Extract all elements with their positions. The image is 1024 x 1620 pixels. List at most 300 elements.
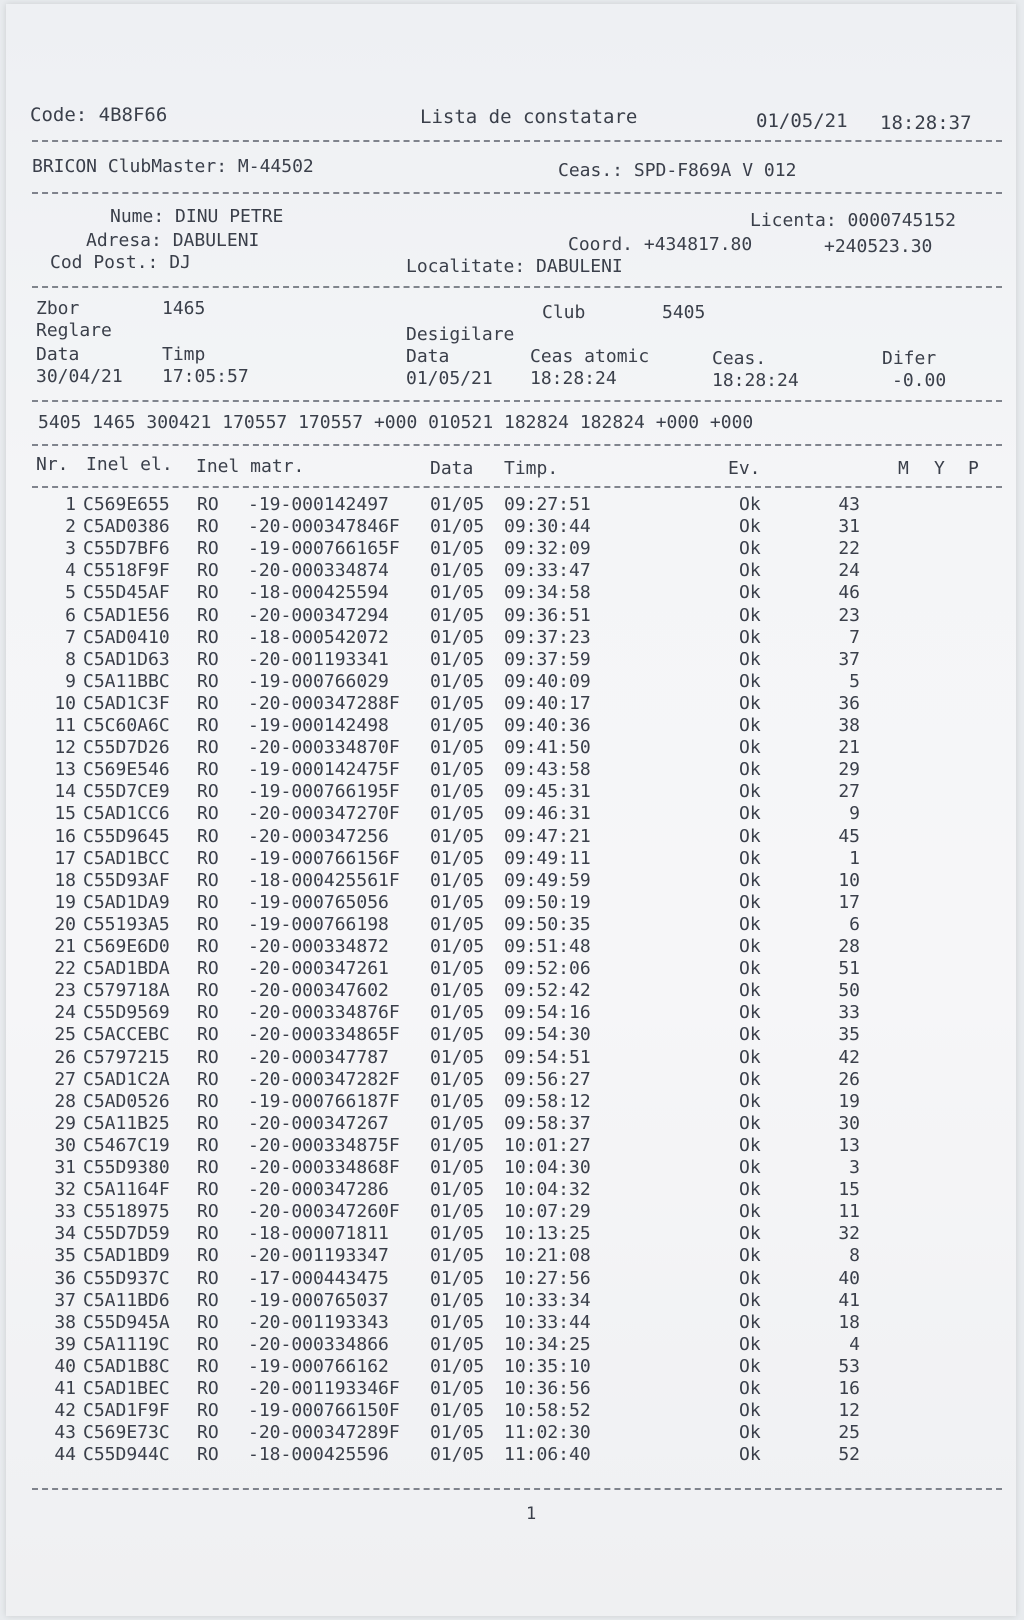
row-inel-matr: -20-000347846F [248, 516, 400, 538]
row-nr: 35 [54, 1245, 76, 1267]
row-position: 6 [849, 913, 860, 935]
row-inel-el: C5AD1C2A [83, 1068, 170, 1090]
row-inel-matr: -20-001193341 [248, 648, 400, 670]
table-row [6, 1047, 1016, 1069]
row-country: RO [197, 670, 219, 692]
divider [32, 400, 1002, 402]
row-position: 46 [838, 582, 860, 604]
row-inel-el: C569E655 [83, 494, 170, 515]
row-nr: 13 [54, 759, 76, 781]
row-country: RO [197, 1311, 219, 1333]
row-nr: 12 [54, 737, 76, 759]
row-inel-el: C5AD1C3F [83, 692, 170, 714]
row-position: 3 [849, 1157, 860, 1178]
row-event: Ok [739, 1289, 761, 1311]
row-date: 01/05 [430, 1245, 485, 1267]
row-event: Ok [739, 1068, 761, 1090]
table-row [6, 848, 1016, 870]
row-position: 53 [838, 1355, 860, 1377]
row-nr: 38 [54, 1311, 76, 1333]
row-position: 36 [838, 692, 860, 714]
row-nr: 42 [54, 1400, 76, 1422]
row-country: RO [197, 1024, 219, 1046]
table-row [6, 781, 1016, 803]
row-inel-matr: -20-000334872 [248, 936, 400, 957]
ceas-atomic-label: Ceas atomic [530, 346, 650, 367]
row-time: 10:33:34 [504, 1289, 591, 1311]
row-date: 01/05 [430, 1024, 485, 1046]
row-time: 09:30:44 [504, 516, 591, 538]
row-inel-matr: -20-000347286 [248, 1179, 400, 1201]
row-inel-el: C569E73C [83, 1422, 170, 1444]
row-date: 01/05 [430, 516, 485, 538]
desigilare-label: Desigilare [406, 324, 515, 345]
row-date: 01/05 [430, 1201, 485, 1223]
row-position: 40 [838, 1267, 860, 1289]
row-nr: 25 [54, 1024, 76, 1046]
row-nr: 22 [54, 958, 76, 980]
row-date: 01/05 [430, 1444, 485, 1466]
row-inel-el: C569E6D0 [83, 936, 170, 957]
table-row [6, 494, 1016, 516]
row-inel-el: C5ACCEBC [83, 1024, 170, 1046]
row-date: 01/05 [430, 1134, 485, 1156]
row-inel-el: C569E546 [83, 759, 170, 781]
row-event: Ok [739, 648, 761, 670]
table-row [6, 1002, 1016, 1024]
row-date: 01/05 [430, 604, 485, 626]
row-nr: 15 [54, 803, 76, 825]
col-ev: Ev. [728, 458, 761, 479]
row-inel-el: C5AD1DA9 [83, 891, 170, 913]
row-inel-el: C5AD0526 [83, 1090, 170, 1112]
row-event: Ok [739, 1223, 761, 1245]
row-position: 15 [838, 1179, 860, 1201]
row-inel-el: C5AD1F9F [83, 1400, 170, 1422]
difer-value: -0.00 [892, 370, 947, 391]
divider [32, 140, 1002, 142]
row-nr: 20 [54, 913, 76, 935]
row-date: 01/05 [430, 560, 485, 582]
ceas-label: Ceas. [712, 348, 767, 369]
row-time: 09:47:21 [504, 825, 591, 847]
col-y: Y [934, 458, 945, 479]
row-time: 09:54:16 [504, 1002, 591, 1024]
report-title: Lista de constatare [420, 106, 638, 128]
table-row [6, 1245, 1016, 1267]
clubmaster-id: BRICON ClubMaster: M-44502 [32, 156, 314, 177]
row-event: Ok [739, 958, 761, 980]
row-inel-el: C55D7CE9 [83, 781, 170, 803]
row-position: 45 [838, 825, 860, 847]
row-inel-matr: -19-000142475F [248, 759, 400, 781]
row-date: 01/05 [430, 648, 485, 670]
row-nr: 28 [54, 1090, 76, 1112]
row-time: 09:27:51 [504, 494, 591, 515]
row-inel-matr: -19-000766162 [248, 1355, 400, 1377]
row-date: 01/05 [430, 1068, 485, 1090]
row-event: Ok [739, 1134, 761, 1156]
row-inel-el: C55D944C [83, 1444, 170, 1466]
table-row [6, 1356, 1016, 1378]
zbor-value: 1465 [162, 298, 206, 319]
row-inel-matr: -19-000766029 [248, 670, 400, 692]
row-date: 01/05 [430, 1223, 485, 1245]
row-position: 35 [838, 1024, 860, 1046]
row-inel-matr: -18-000425561F [248, 869, 400, 891]
row-time: 10:33:44 [504, 1311, 591, 1333]
row-country: RO [197, 1090, 219, 1112]
row-time: 10:04:32 [504, 1179, 591, 1201]
row-inel-matr: -20-001193346F [248, 1378, 400, 1399]
row-inel-matr: -18-000425596 [248, 1444, 400, 1466]
report-time: 18:28:37 [880, 112, 972, 134]
row-nr: 32 [54, 1179, 76, 1201]
row-country: RO [197, 1223, 219, 1245]
row-time: 10:36:56 [504, 1378, 591, 1399]
row-time: 11:06:40 [504, 1444, 591, 1466]
row-position: 26 [838, 1068, 860, 1090]
row-date: 01/05 [430, 869, 485, 891]
row-inel-matr: -20-000334874 [248, 560, 400, 582]
table-row [6, 516, 1016, 538]
row-inel-el: C5AD1E56 [83, 604, 170, 626]
row-country: RO [197, 803, 219, 825]
row-time: 10:35:10 [504, 1355, 591, 1377]
row-inel-el: C5C60A6C [83, 715, 170, 736]
table-row [6, 870, 1016, 892]
row-event: Ok [739, 1090, 761, 1112]
row-inel-el: C55D9569 [83, 1002, 170, 1024]
row-date: 01/05 [430, 803, 485, 825]
table-row [6, 1201, 1016, 1223]
table-row [6, 715, 1016, 737]
row-time: 10:01:27 [504, 1134, 591, 1156]
row-position: 33 [838, 1002, 860, 1024]
row-position: 30 [838, 1112, 860, 1134]
row-country: RO [197, 1134, 219, 1156]
row-inel-matr: -20-000347289F [248, 1422, 400, 1444]
reglare-data: 30/04/21 [36, 366, 123, 387]
row-country: RO [197, 1179, 219, 1201]
row-inel-el: C55D7D26 [83, 737, 170, 759]
row-inel-matr: -19-000766156F [248, 847, 400, 869]
row-position: 50 [838, 980, 860, 1002]
table-row [6, 671, 1016, 693]
row-inel-matr: -20-000334876F [248, 1002, 400, 1024]
row-event: Ok [739, 1002, 761, 1024]
owner-address: Adresa: DABULENI [86, 230, 260, 251]
row-inel-matr: -20-000347267 [248, 1112, 400, 1134]
table-row [6, 1069, 1016, 1091]
row-date: 01/05 [430, 737, 485, 759]
col-inel-el: Inel el. [86, 454, 173, 475]
desig-atomic: 18:28:24 [530, 368, 617, 389]
col-nr: Nr. [36, 454, 69, 475]
row-event: Ok [739, 1444, 761, 1466]
club-label: Club [542, 302, 586, 323]
row-position: 5 [849, 670, 860, 692]
table-row [6, 1334, 1016, 1356]
owner-name: Nume: DINU PETRE [110, 206, 284, 227]
row-country: RO [197, 958, 219, 980]
row-position: 28 [838, 936, 860, 957]
table-row [6, 1024, 1016, 1046]
row-country: RO [197, 869, 219, 891]
table-row [6, 803, 1016, 825]
row-country: RO [197, 1267, 219, 1289]
row-country: RO [197, 1112, 219, 1134]
row-event: Ok [739, 1355, 761, 1377]
table-row [6, 1422, 1016, 1444]
row-inel-matr: -19-000766187F [248, 1090, 400, 1112]
row-inel-el: C5467C19 [83, 1134, 170, 1156]
row-time: 09:58:37 [504, 1112, 591, 1134]
row-nr: 17 [54, 847, 76, 869]
row-time: 11:02:30 [504, 1422, 591, 1444]
table-row [6, 826, 1016, 848]
row-nr: 8 [65, 648, 76, 670]
row-inel-el: C55D937C [83, 1267, 170, 1289]
row-inel-matr: -19-000766150F [248, 1400, 400, 1422]
row-time: 09:43:58 [504, 759, 591, 781]
row-inel-el: C5AD0410 [83, 626, 170, 648]
row-nr: 2 [65, 516, 76, 538]
divider [32, 286, 1002, 288]
desig-ceas: 18:28:24 [712, 370, 799, 391]
row-time: 09:58:12 [504, 1090, 591, 1112]
row-position: 16 [838, 1378, 860, 1399]
row-position: 19 [838, 1090, 860, 1112]
row-date: 01/05 [430, 1422, 485, 1444]
row-inel-matr: -20-000347282F [248, 1068, 400, 1090]
row-date: 01/05 [430, 891, 485, 913]
row-date: 01/05 [430, 1355, 485, 1377]
divider [32, 192, 1002, 194]
row-nr: 24 [54, 1002, 76, 1024]
table-row [6, 759, 1016, 781]
row-nr: 37 [54, 1289, 76, 1311]
table-row [6, 560, 1016, 582]
row-country: RO [197, 1400, 219, 1422]
row-event: Ok [739, 847, 761, 869]
row-position: 9 [849, 803, 860, 825]
row-time: 09:37:23 [504, 626, 591, 648]
row-date: 01/05 [430, 1311, 485, 1333]
reglare-label: Reglare [36, 320, 112, 341]
row-inel-matr: -17-000443475 [248, 1267, 400, 1289]
row-time: 09:52:06 [504, 958, 591, 980]
row-nr: 11 [54, 715, 76, 736]
row-time: 10:34:25 [504, 1333, 591, 1355]
row-event: Ok [739, 692, 761, 714]
row-time: 09:34:58 [504, 582, 591, 604]
row-inel-matr: -19-000766198 [248, 913, 400, 935]
row-event: Ok [739, 1267, 761, 1289]
row-inel-el: C579718A [83, 980, 170, 1002]
row-nr: 41 [54, 1378, 76, 1399]
row-inel-matr: -20-000334865F [248, 1024, 400, 1046]
row-date: 01/05 [430, 980, 485, 1002]
col-data: Data [430, 458, 474, 479]
row-nr: 9 [65, 670, 76, 692]
row-inel-matr: -20-001193347 [248, 1245, 400, 1267]
row-inel-el: C5AD0386 [83, 516, 170, 538]
row-position: 51 [838, 958, 860, 980]
row-time: 09:49:11 [504, 847, 591, 869]
row-time: 10:27:56 [504, 1267, 591, 1289]
row-time: 09:52:42 [504, 980, 591, 1002]
row-event: Ok [739, 980, 761, 1002]
row-event: Ok [739, 737, 761, 759]
row-event: Ok [739, 891, 761, 913]
row-time: 09:36:51 [504, 604, 591, 626]
table-row [6, 1157, 1016, 1179]
owner-cod-post: Cod Post.: DJ [50, 252, 191, 273]
row-time: 09:40:17 [504, 692, 591, 714]
row-position: 41 [838, 1289, 860, 1311]
row-date: 01/05 [430, 1378, 485, 1399]
row-position: 13 [838, 1134, 860, 1156]
row-country: RO [197, 781, 219, 803]
row-time: 09:33:47 [504, 560, 591, 582]
row-nr: 43 [54, 1422, 76, 1444]
row-inel-matr: -19-000765037 [248, 1289, 400, 1311]
row-time: 09:54:30 [504, 1024, 591, 1046]
row-inel-matr: -19-000765056 [248, 891, 400, 913]
row-time: 09:45:31 [504, 781, 591, 803]
row-country: RO [197, 560, 219, 582]
row-position: 27 [838, 781, 860, 803]
row-country: RO [197, 1002, 219, 1024]
row-position: 10 [838, 869, 860, 891]
row-inel-matr: -20-000347270F [248, 803, 400, 825]
row-position: 4 [849, 1333, 860, 1355]
row-inel-el: C5AD1CC6 [83, 803, 170, 825]
row-inel-matr: -20-000347602 [248, 980, 400, 1002]
row-event: Ok [739, 604, 761, 626]
row-position: 22 [838, 538, 860, 560]
row-country: RO [197, 604, 219, 626]
row-nr: 14 [54, 781, 76, 803]
row-inel-el: C5AD1BD9 [83, 1245, 170, 1267]
row-time: 09:54:51 [504, 1046, 591, 1068]
row-country: RO [197, 1046, 219, 1068]
table-row [6, 737, 1016, 759]
row-time: 09:37:59 [504, 648, 591, 670]
row-inel-matr: -18-000071811 [248, 1223, 400, 1245]
row-inel-matr: -20-000334866 [248, 1333, 400, 1355]
table-row [6, 1223, 1016, 1245]
row-event: Ok [739, 1024, 761, 1046]
row-date: 01/05 [430, 936, 485, 957]
table-row [6, 1113, 1016, 1135]
row-date: 01/05 [430, 715, 485, 736]
desig-data-label: Data [406, 346, 450, 367]
row-nr: 27 [54, 1068, 76, 1090]
row-time: 10:58:52 [504, 1400, 591, 1422]
row-time: 09:49:59 [504, 869, 591, 891]
row-date: 01/05 [430, 1002, 485, 1024]
table-row [6, 1400, 1016, 1422]
row-country: RO [197, 913, 219, 935]
row-nr: 1 [65, 494, 76, 515]
col-m: M [898, 458, 909, 479]
row-nr: 40 [54, 1355, 76, 1377]
table-row [6, 936, 1016, 958]
row-position: 38 [838, 715, 860, 736]
row-inel-el: C5518F9F [83, 560, 170, 582]
table-row [6, 693, 1016, 715]
row-event: Ok [739, 1400, 761, 1422]
row-inel-matr: -20-000334875F [248, 1134, 400, 1156]
table-row [6, 582, 1016, 604]
table-row [6, 538, 1016, 560]
row-inel-el: C5AD1BEC [83, 1378, 170, 1399]
row-nr: 19 [54, 891, 76, 913]
row-time: 09:40:36 [504, 715, 591, 736]
row-event: Ok [739, 715, 761, 736]
divider [32, 486, 1002, 488]
row-date: 01/05 [430, 825, 485, 847]
row-event: Ok [739, 516, 761, 538]
row-country: RO [197, 516, 219, 538]
page-number: 1 [526, 1504, 537, 1524]
row-date: 01/05 [430, 1267, 485, 1289]
row-inel-matr: -20-000347260F [248, 1201, 400, 1223]
row-inel-matr: -18-000425594 [248, 582, 400, 604]
row-position: 32 [838, 1223, 860, 1245]
row-inel-matr: -20-000347288F [248, 692, 400, 714]
row-country: RO [197, 737, 219, 759]
reglare-timp: 17:05:57 [162, 366, 249, 387]
row-country: RO [197, 936, 219, 957]
row-inel-el: C5A1119C [83, 1333, 170, 1355]
divider [32, 1488, 1002, 1490]
row-event: Ok [739, 781, 761, 803]
row-event: Ok [739, 626, 761, 648]
row-date: 01/05 [430, 1112, 485, 1134]
row-time: 10:21:08 [504, 1245, 591, 1267]
row-inel-matr: -19-000142498 [248, 715, 400, 736]
row-event: Ok [739, 1333, 761, 1355]
col-p: P [968, 458, 979, 479]
row-inel-el: C5A11B25 [83, 1112, 170, 1134]
row-inel-matr: -20-000347294 [248, 604, 400, 626]
row-position: 12 [838, 1400, 860, 1422]
row-position: 31 [838, 516, 860, 538]
row-time: 09:50:19 [504, 891, 591, 913]
row-inel-el: C5797215 [83, 1046, 170, 1068]
row-inel-el: C55D7D59 [83, 1223, 170, 1245]
row-inel-matr: -20-000334870F [248, 737, 400, 759]
row-date: 01/05 [430, 538, 485, 560]
row-event: Ok [739, 1245, 761, 1267]
row-nr: 29 [54, 1112, 76, 1134]
table-row [6, 1378, 1016, 1400]
row-event: Ok [739, 759, 761, 781]
row-inel-el: C55D45AF [83, 582, 170, 604]
row-country: RO [197, 1289, 219, 1311]
table-row [6, 1179, 1016, 1201]
row-inel-el: C5AD1BCC [83, 847, 170, 869]
row-event: Ok [739, 1179, 761, 1201]
row-country: RO [197, 715, 219, 736]
row-inel-matr: -18-000542072 [248, 626, 400, 648]
row-nr: 16 [54, 825, 76, 847]
row-event: Ok [739, 1157, 761, 1178]
row-date: 01/05 [430, 958, 485, 980]
